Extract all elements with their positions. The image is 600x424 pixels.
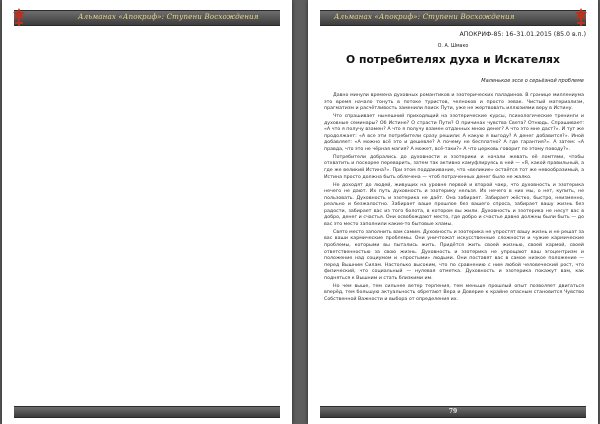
issue-line: АПОКРИФ-85: 16–31.01.2015 (85.0 в.п.)	[459, 31, 586, 38]
right-header-band	[320, 10, 586, 26]
article-subtitle: Маленькое эссе о серьёзной проблеме	[481, 78, 584, 84]
article-author: О. А. Шмако	[437, 44, 469, 49]
paragraph: Давно минули времена духовных романтиков и эзотерических паладинов. В границе миллениума это время начало тонуть в потоке туристов, челноков и просто зевак. Чистый материализм, прагматизм и расчётливость заменили поиск Пути, уже не жертвовать иллюзиями веру в Истину.	[324, 93, 584, 112]
left-header-title: Альманах «Апокриф»: Ступени Восхождения	[78, 12, 259, 21]
paragraph: Но чем выше, тем сильнее ветер терпения, тем меньше прошлый опыт позволяет двигаться вперёд, тем большую актуальность обретают Вера и Доверие к крайне опасным становится Чувство Собственной Важности и выбора от определения их.	[324, 283, 584, 302]
left-footer-band	[14, 406, 280, 418]
right-header-title: Альманах «Апокриф»: Ступени Восхождения	[334, 12, 515, 21]
left-header-band	[14, 10, 280, 26]
paragraph: Не доходят до людей, живущих на уровне первой и второй чакр, что духовность и эзотерика нечего не дают. Их путь духовность и эзотерику нельзя. Их нечего в них мы, о нет, купить, не пользовать. Духовность и эзотерика не даёт. Она забирает. Забирает жёстко, быстро, неизменно, реально и безжалостно. Забирает ваше прошлое без вашего спроса, забирает вашу жизнь без радости, забирает вас из того болота, в котором вы жили. Духовность и эзотерика не несут вас в добро, денег и счастья. Они освобождают место, где добро и счастье давно должны были быть — до вас это место заполнили какие-то бытовые хламы.	[324, 182, 584, 227]
cross-emblem-logo-icon	[574, 7, 588, 27]
article-body	[324, 93, 584, 305]
right-footer-band	[320, 406, 586, 418]
cross-emblem-logo-icon	[12, 7, 26, 27]
paragraph: Потребители добрались до духовности и эзотерики и начали жевать её ломтями, чтобы отхватить и поскорее переварить, затем так активно камуфлируясь в ней — «Я, какой правильный, а где же великий Истина?». При этом поддакивание, что «великие» остаётся тот же невообразимый, а Истина просто должна быть облечена — чтоб потраченных денег было не жалко.	[324, 154, 584, 180]
paragraph: Что спрашивает нынешний приходящий на эзотерические курсы, психологические тренинги и духовные семинары? Об Истине? О страсти Пути? О причинах чувства Света? Отнюдь. Спрашивает: «А что я получу взамен? А что я получу взамен отданных мною денег? А что это мне даст?». И тут же продолжает: «А все эти потребители сразу решили: А какую я выгоду? А денег добавится?». Иной добавляет: «А можно всё это и дешевле? А почему не бесплатно? А где гарантия?». А затем: «А правда, что это не чёрная магия? А может, всё-таки?» А что церковь говорит по этому поводу?».	[324, 114, 584, 152]
left-page	[2, 0, 292, 424]
article-title: О потребителях духа и Искателях	[346, 53, 560, 66]
right-page	[308, 0, 598, 424]
page-number: 79	[448, 408, 458, 415]
paragraph: Свято место заполнить вам самим. Духовность и эзотерика не упростят вашу жизнь и не решат за вас ваши кармические проблемы. Они уничтожат искусственные сложности и чужие кармические проблемы, которыми вы пытались жить. Придётся жить своей жизнью, своей кармой, своей ответственностью за свою жизнь. Духовность и эзотерика не упрощают ваш эгоцентризм и положение над социумом и «простыми» людьми. Они поставят вас в самое низкое положение — перед Вышним Силам. Настолько высоким, что по сравнению с ним любой человеческий рост, что физический, что социальный — нулевая отметка. Духовность и эзотерика покажут вам, как подняться к Вышним и стать близкими им.	[324, 229, 584, 281]
